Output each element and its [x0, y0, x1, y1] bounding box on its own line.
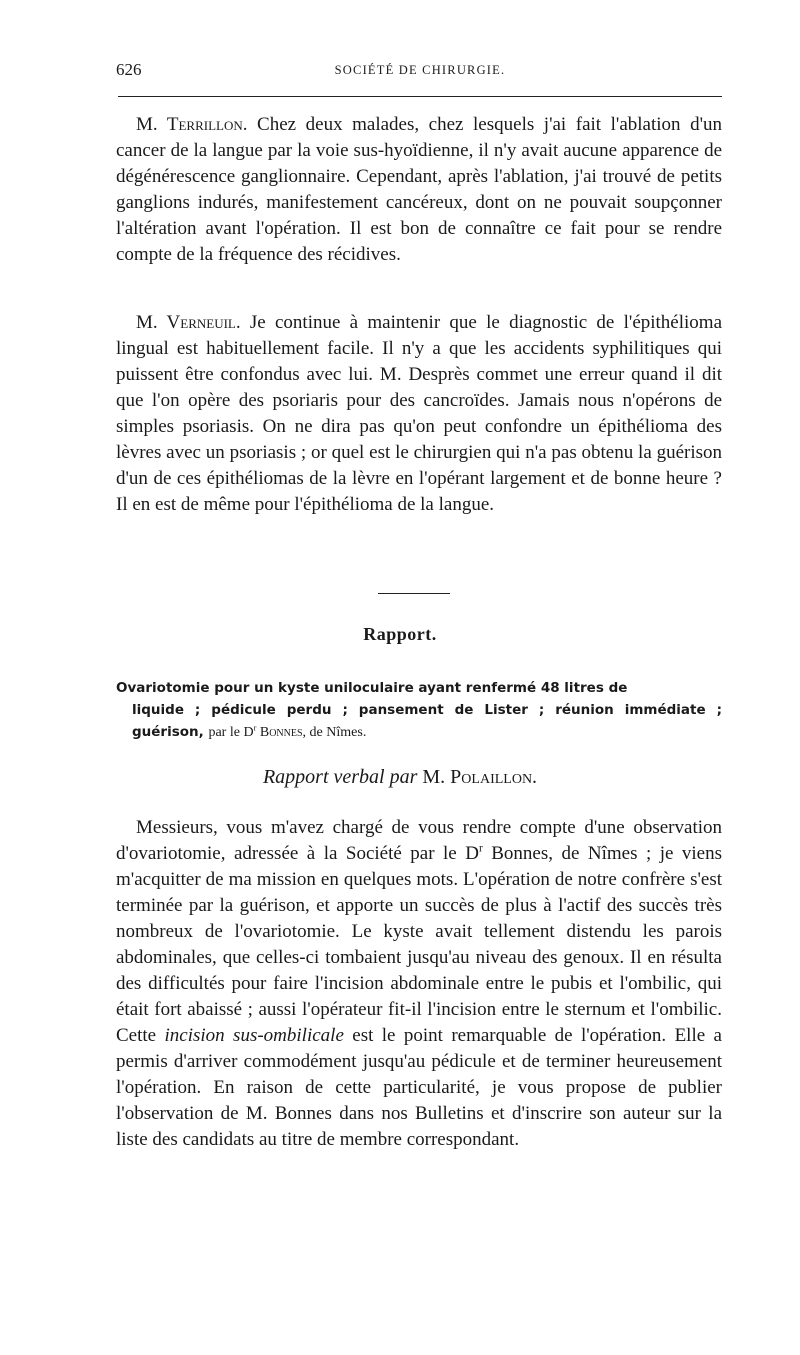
- report-byline: Rapport verbal par M. Polaillon.: [262, 766, 538, 788]
- report-title: [116, 677, 722, 744]
- paragraph-text: Chez deux malades, chez lesquels j'ai fait l'ablation d'un cancer de la langue par la voie sus-hyoïdienne, il n'y avait aucune apparence de dégénérescence ganglionnaire. Cependant, après l'ablation, j'ai trouvé de petits ganglions indurés, manifestement cancéreux, dont on ne pouvait soupçonner l'altération avant l'opération. Il est bon de connaître ce fait pour se rendre compte de la fréquence des récidives.: [116, 114, 723, 265]
- section-title: Rapport.: [363, 624, 437, 644]
- page-number: 626: [116, 60, 142, 79]
- report-title-line: Ovariotomie pour un kyste uniloculaire ayant renfermé 48 litres de: [116, 680, 628, 696]
- header-rule: [118, 96, 722, 97]
- page-header: [116, 60, 724, 86]
- section-separator: [378, 593, 450, 594]
- paragraph-verneuil: [116, 310, 722, 518]
- paragraph-report-body: Messieurs, vous m'avez chargé de vous rendre compte d'une observation d'ovariotomie, adressée à la Société par le $D^r$ Bonnes, de Nîmes ; je viens m'acquitter de ma mission en quelques mots. L'opération de notre confrère s'est terminée par la guérison, et apporte un succès de plus à l'actif des succès très nombreux de l'ovariotomie. Le kyste avait tellement distendu les parois abdominales, que celles-ci tombaient jusqu'au niveau des genoux. Il en résulta des difficultés pour faire l'incision abdominale entre le pubis et l'ombilic, qui était fort abaissé ; aussi l'opérateur fit-il l'incision entre le sternum et l'ombilic. Cette incision sus-ombilicale est le point remarquable de l'opération. Elle a permis d'arriver commodément jusqu'au pédicule et de terminer heureusement l'opération. En raison de cette particularité, je vous propose de publier l'observation de M. Bonnes dans nos Bulletins et d'inscrire son auteur sur la liste des candidats au titre de membre correspondant.: [116, 817, 723, 1150]
- paragraph-text: Je continue à maintenir que le diagnostic de l'épithélioma lingual est habituellement facile. Il n'y a que les accidents syphilitiques qui puissent être confondus avec lui. M. Desprès commet une erreur quand il dit que l'on opère des psoriaris pour des cancroïdes. Jamais nous n'opérons de simples psoriasis. On ne dira pas qu'on peut confondre un épithélioma des lèvres avec un psoriasis ; or quel est le chirurgien qui n'a pas obtenu la guérison d'un de ces épithéliomas de la lèvre en l'opérant largement et de bonne heure ? Il en est de même pour l'épithélioma de la langue.: [116, 312, 723, 515]
- speaker-name: M. Verneuil.: [136, 312, 241, 333]
- report-title-line: guérison,: [132, 724, 204, 740]
- speaker-name: M. Terrillon.: [136, 114, 248, 135]
- report-author: par le $D^r$ Bonnes, de Nîmes.: [208, 723, 367, 740]
- paragraph-terrillon: [116, 112, 722, 268]
- running-head: SOCIÉTÉ DE CHIRURGIE.: [334, 63, 506, 77]
- report-title-line: liquide ; pédicule perdu ; pansement de Lister ; réunion immédiate ;: [132, 702, 722, 718]
- report-title-continuation: [116, 699, 722, 744]
